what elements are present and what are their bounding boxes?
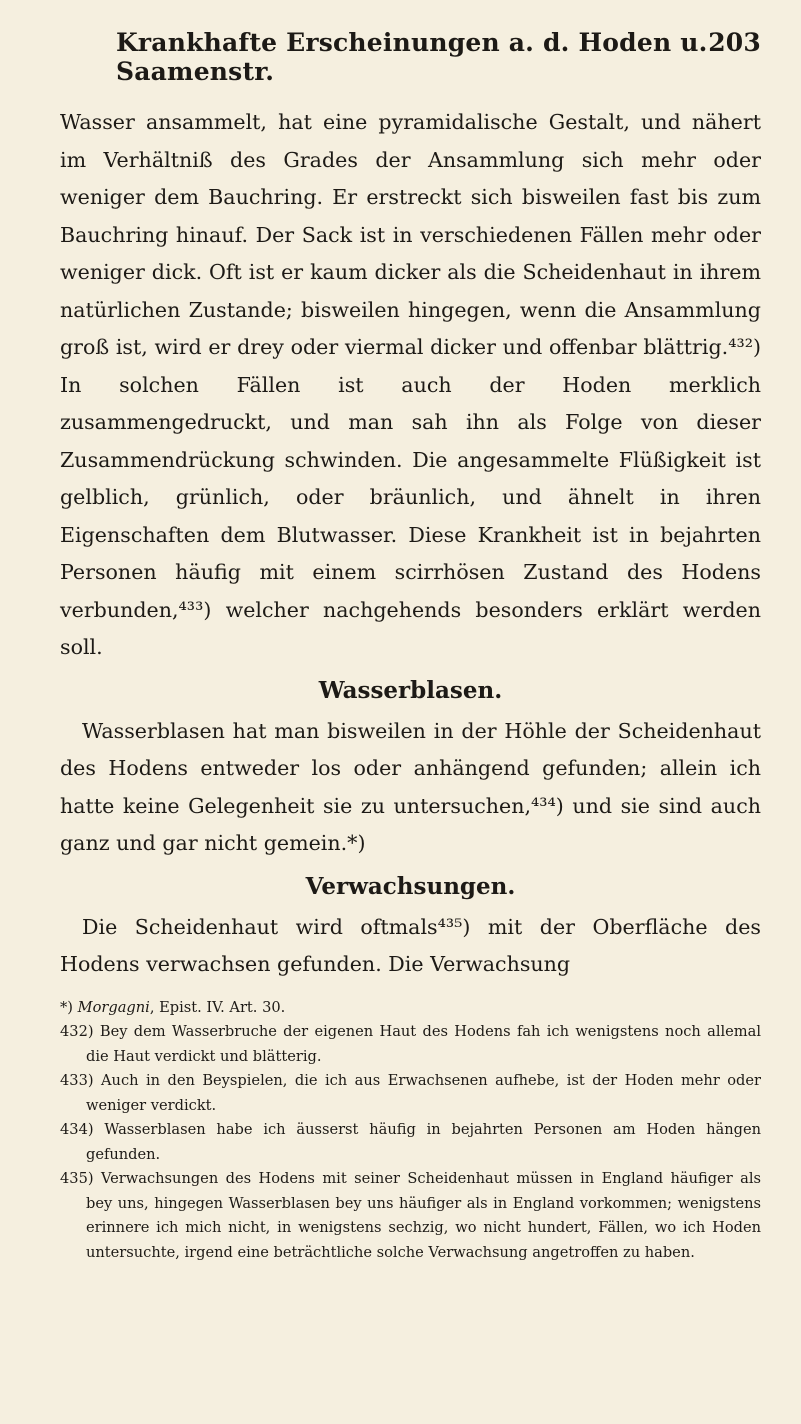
footnote-star-author: Morgagni — [77, 998, 150, 1016]
paragraph-wasserblasen: Wasserblasen hat man bisweilen in der Höhle der Scheidenhaut des Hodens entweder los oder anhängend gefunden; allein ich hatte keine Gelegenheit sie zu untersuchen,⁴³⁴) und sie sind auch ganz und gar nicht gemein.*) — [60, 718, 761, 855]
section-heading-wasserblasen: Wasserblasen. — [318, 676, 503, 704]
footnote-435: 435) Verwachsungen des Hodens mit seiner Scheidenhaut müssen in England häufiger als bey uns, hingegen Wasserblasen bey uns häufiger als in England vorkommen; wenigstens erinnere ich mich nicht, in wenigstens sechzig, wo nicht hundert, Fällen, wo ich Hoden untersuchte, irgend eine beträchtliche solche Verwachsung angetroffen zu haben. — [60, 1170, 761, 1261]
running-head — [60, 28, 761, 86]
paragraph-continuation: Wasser ansammelt, hat eine pyramidalische Gestalt, und nähert im Verhältniß des Grades der Ansammlung sich mehr oder weniger dem Bauchring. Er erstreckt sich bisweilen fast bis zum Bauchring hinauf. Der Sack ist in verschiedenen Fällen mehr oder weniger dick. Oft ist er kaum dicker als die Scheidenhaut in ihrem natürlichen Zustande; bisweilen hingegen, wenn die Ansammlung groß ist, wird er drey oder viermal dicker und offenbar blättrig.⁴³²) In solchen Fällen ist auch der Hoden merklich zusammengedruckt, und man sah ihn als Folge von dieser Zusammendrückung schwinden. Die angesammelte Flüßigkeit ist gelblich, grünlich, oder bräunlich, und ähnelt in ihren Eigenschaften dem Blutwasser. Diese Krankheit ist in bejahrten Personen häufig mit einem scirrhösen Zustand des Hodens verbunden,⁴³³) welcher nachgehends besonders erklärt werden soll. — [60, 110, 761, 659]
paragraph-verwachsungen: Die Scheidenhaut wird oftmals⁴³⁵) mit der Oberfläche des Hodens verwachsen gefunden. Die Verwachsung — [60, 914, 761, 976]
body-text — [60, 104, 761, 984]
footnote-433: 433) Auch in den Beyspielen, die ich aus Erwachsenen aufhebe, ist der Hoden mehr oder weniger verdickt. — [60, 1072, 761, 1114]
page-number: 203 — [708, 28, 761, 57]
section-heading-verwachsungen: Verwachsungen. — [305, 872, 516, 900]
footnote-434: 434) Wasserblasen habe ich äusserst häufig in bejahrten Personen am Hoden hängen gefunden. — [60, 1121, 761, 1163]
running-head-title: Krankhafte Erscheinungen a. d. Hoden u. Saamenstr. — [116, 28, 708, 86]
footnote-star — [60, 996, 761, 1021]
footnote-432: 432) Bey dem Wasserbruche der eigenen Haut des Hodens fah ich wenigstens noch allemal die Haut verdickt und blätterig. — [60, 1023, 761, 1065]
footnotes — [60, 996, 761, 1266]
footnote-star-rest: , Epist. IV. Art. 30. — [149, 998, 286, 1016]
footnote-star-prefix: *) — [60, 998, 78, 1016]
